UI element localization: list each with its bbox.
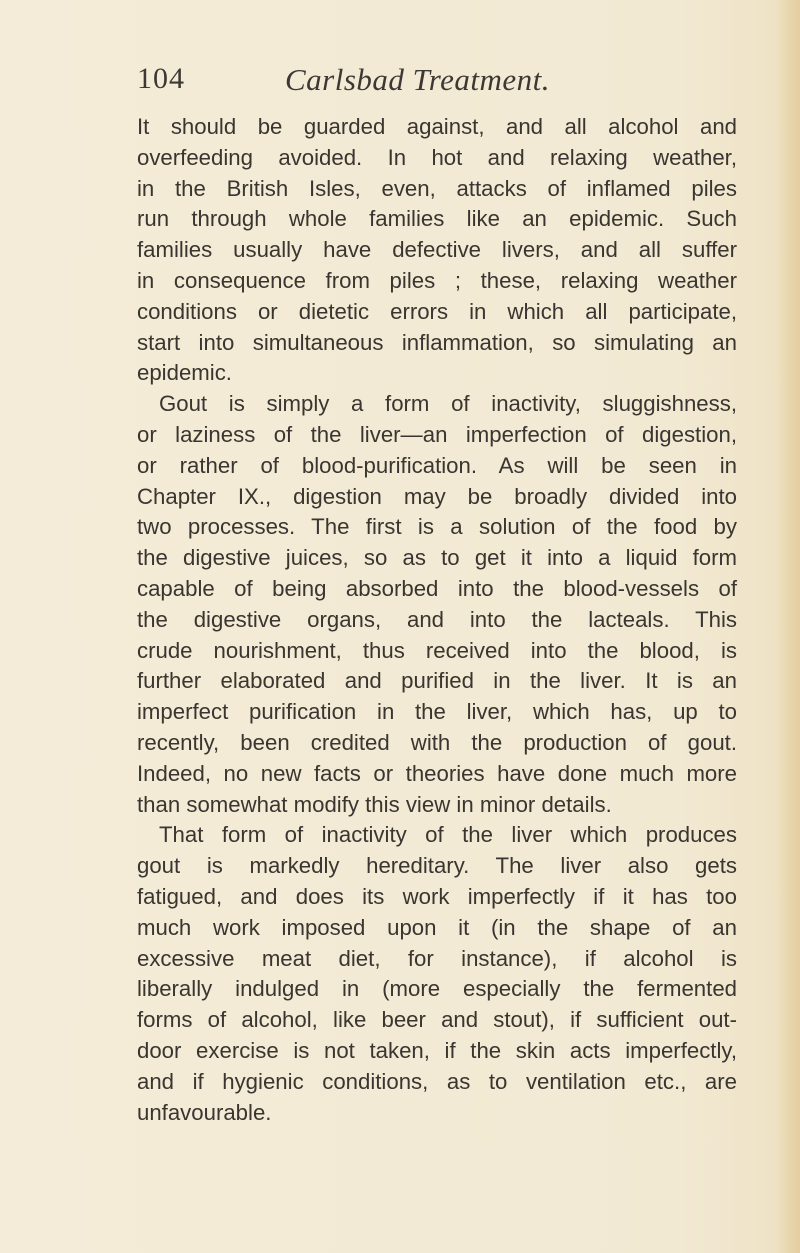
text-line: Gout is simply a form of inactivity, sluggishness, bbox=[159, 391, 737, 417]
body-text bbox=[137, 112, 737, 1128]
page-number: 104 bbox=[137, 62, 185, 95]
running-title: Carlsbad Treatment. bbox=[285, 62, 550, 97]
text-line: liberally indulged in (more especially the fermented bbox=[137, 976, 737, 1002]
text-line: fatigued, and does its work imperfectly if it has too bbox=[137, 883, 737, 909]
text-line: crude nourishment, thus received into the blood, is bbox=[137, 637, 737, 663]
text-line: the digestive organs, and into the lacteals. This bbox=[137, 606, 737, 632]
text-line: much work imposed upon it (in the shape of an bbox=[137, 914, 737, 940]
page-edge-shading bbox=[778, 0, 800, 1253]
text-line: That form of inactivity of the liver which produces bbox=[159, 822, 737, 848]
text-line: two processes. The first is a solution of the food by bbox=[137, 514, 737, 540]
text-line: forms of alcohol, like beer and stout), if sufficient out- bbox=[137, 1007, 737, 1033]
text-line: Chapter IX., digestion may be broadly divided into bbox=[137, 483, 737, 509]
text-line: epidemic. bbox=[137, 360, 232, 386]
text-line: conditions or dietetic errors in which all participate, bbox=[137, 298, 737, 324]
text-line: in the British Isles, even, attacks of inflamed piles bbox=[137, 175, 737, 201]
text-line: Indeed, no new facts or theories have done much more bbox=[137, 760, 737, 786]
text-line: further elaborated and purified in the liver. It is an bbox=[137, 668, 737, 694]
text-line: recently, been credited with the production of gout. bbox=[137, 729, 737, 755]
page-header bbox=[137, 62, 757, 102]
text-line: and if hygienic conditions, as to ventilation etc., are bbox=[137, 1068, 737, 1094]
text-line: overfeeding avoided. In hot and relaxing weather, bbox=[137, 144, 737, 170]
text-line: run through whole families like an epidemic. Such bbox=[137, 206, 737, 232]
text-line: It should be guarded against, and all alcohol and bbox=[137, 114, 737, 139]
text-line: or rather of blood-purification. As will be seen in bbox=[137, 452, 737, 478]
text-line: gout is markedly hereditary. The liver also gets bbox=[137, 853, 737, 879]
text-line: unfavourable. bbox=[137, 1099, 272, 1125]
text-line: than somewhat modify this view in minor details. bbox=[137, 791, 612, 817]
text-line: excessive meat diet, for instance), if alcohol is bbox=[137, 945, 737, 971]
text-line: start into simultaneous inflammation, so simulating an bbox=[137, 329, 737, 355]
text-line: imperfect purification in the liver, which has, up to bbox=[137, 699, 737, 725]
text-line: door exercise is not taken, if the skin acts imperfectly, bbox=[137, 1037, 737, 1063]
text-line: the digestive juices, so as to get it into a liquid form bbox=[137, 545, 737, 571]
text-line: in consequence from piles ; these, relaxing weather bbox=[137, 267, 737, 293]
text-line: families usually have defective livers, and all suffer bbox=[137, 237, 737, 263]
text-line: or laziness of the liver—an imperfection of digestion, bbox=[137, 421, 737, 447]
text-line: capable of being absorbed into the blood-vessels of bbox=[137, 575, 737, 601]
